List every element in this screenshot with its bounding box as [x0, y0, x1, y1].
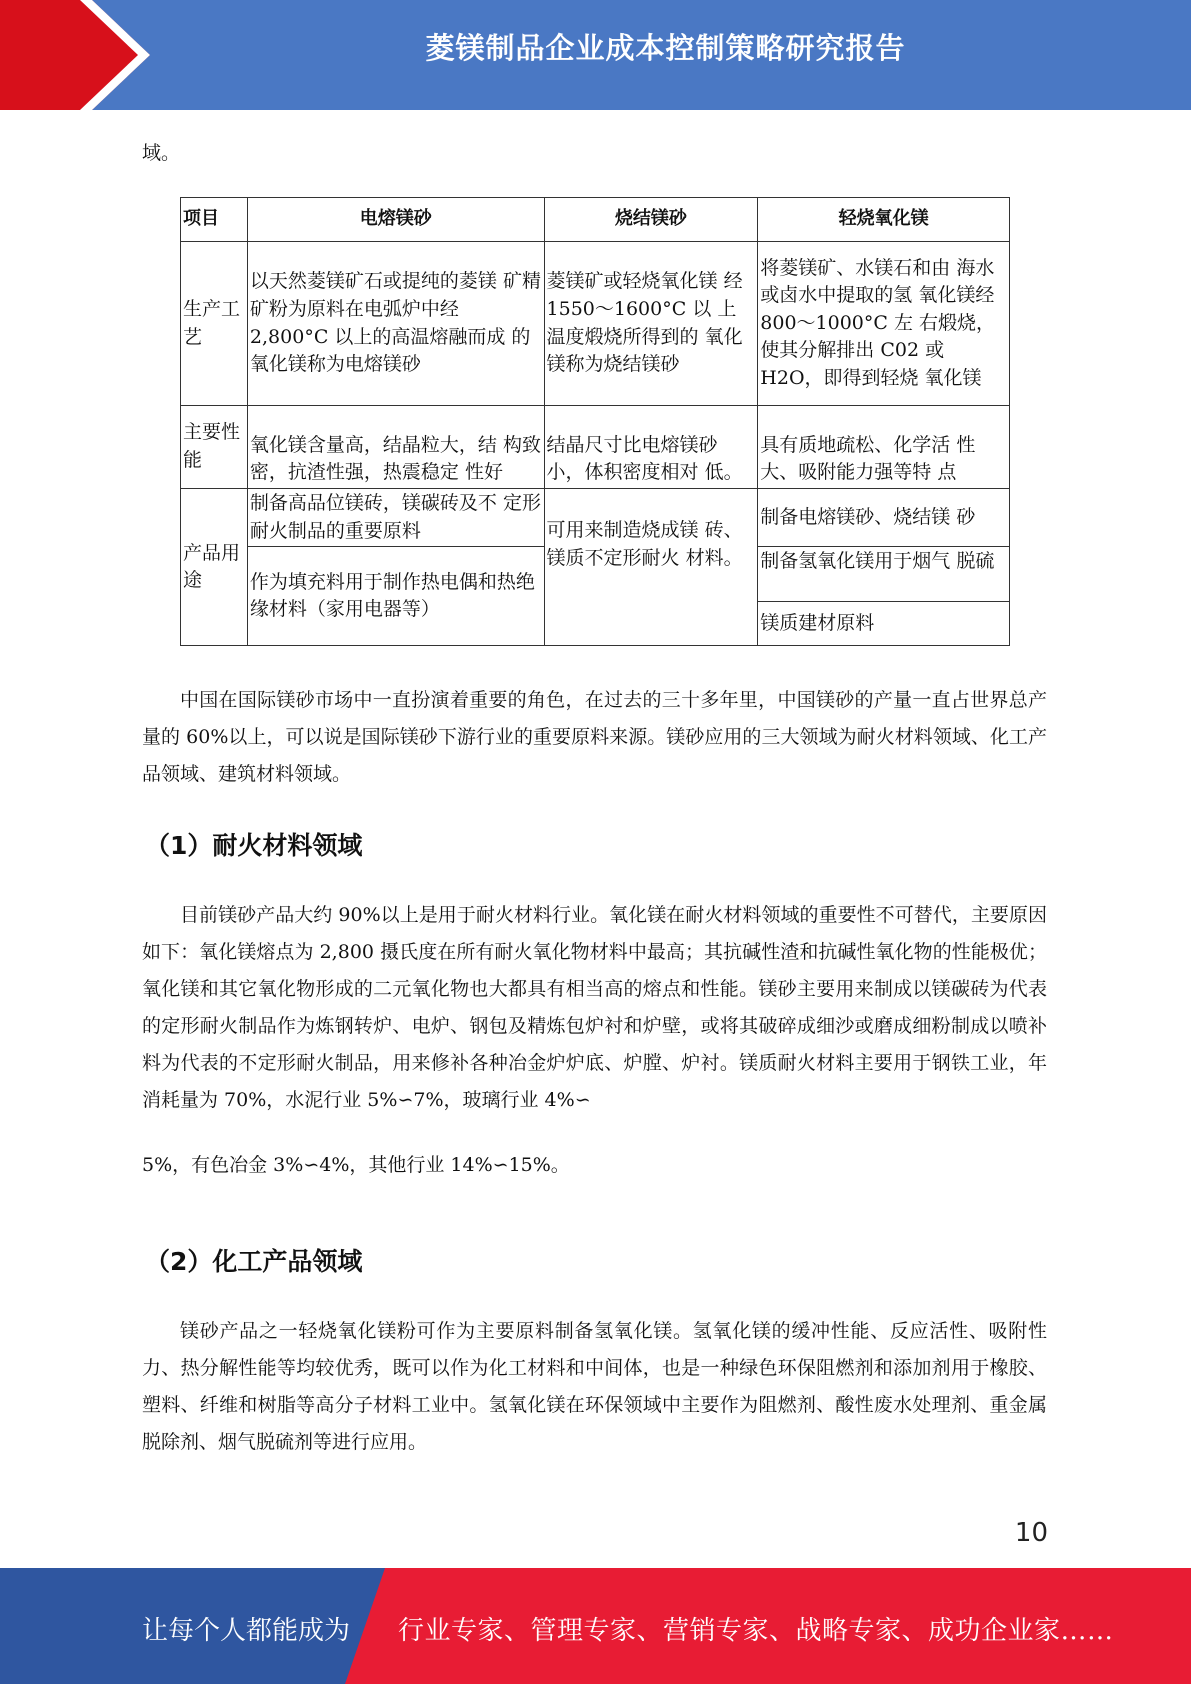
- table-row-usage-1: [181, 489, 1010, 547]
- cell-process-light-burned: 将菱镁矿、水镁石和由 海水或卤水中提取的氢 氧化镁经 800～1000°C 左 右煅烧，使其分解排出 C02 或 H2O，即得到轻烧 氧化镁: [758, 242, 1010, 406]
- cell-performance-sintered: 结晶尺寸比电熔镁砂小，体积密度相对 低。: [544, 406, 758, 489]
- page-number: 10: [1014, 1518, 1048, 1548]
- row-label-performance: 主要性能: [181, 406, 248, 489]
- page-header: [0, 0, 1191, 110]
- table-row-performance: [181, 406, 1010, 489]
- section-heading-refractory: （1）耐火材料领域: [145, 831, 363, 860]
- cell-process-fused: 以天然菱镁矿石或提纯的菱镁 矿精矿粉为原料在电弧炉中经 2,800°C 以上的高温熔融而成 的氧化镁称为电熔镁砂: [247, 242, 544, 406]
- paragraph-market-role: 中国在国际镁砂市场中一直扮演着重要的角色，在过去的三十多年里，中国镁砂的产量一直占世界总产量的 60%以上，可以说是国际镁砂下游行业的重要原料来源。镁砂应用的三大领域为耐火材料领域、化工产品领域、建筑材料领域。: [142, 689, 1047, 785]
- table-row-process: [181, 242, 1010, 406]
- cell-usage-fused-a: 制备高品位镁砖，镁碳砖及不 定形耐火制品的重要原料: [247, 489, 544, 547]
- intro-continuation: 域。: [142, 142, 181, 164]
- paragraph-refractory-body: 目前镁砂产品大约 90%以上是用于耐火材料行业。氧化镁在耐火材料领域的重要性不可替代，主要原因如下：氧化镁熔点为 2,800 摄氏度在所有耐火氧化物材料中最高；其抗碱性渣和抗碱性氧化物的性能极优；氧化镁和其它氧化物形成的二元氧化物也大都具有相当高的熔点和性能。镁砂主要用来制成以镁碳砖为代表的定形耐火制品作为炼钢转炉、电炉、钢包及精炼包炉衬和炉壁，或将其破碎成细沙或磨成细粉制成以喷补料为代表的不定形耐火制品，用来修补各种冶金炉炉底、炉膛、炉衬。镁质耐火材料主要用于钢铁工业，年消耗量为 70%，水泥行业 5%∽7%，玻璃行业 4%∽: [142, 904, 1047, 1111]
- paragraph-refractory-tail: 5%，有色冶金 3%∽4%，其他行业 14%∽15%。: [142, 1154, 570, 1176]
- section-heading-chemical: （2）化工产品领域: [145, 1247, 363, 1276]
- cell-process-sintered: 菱镁矿或轻烧氧化镁 经 1550～1600°C 以 上温度煅烧所得到的 氧化镁称为烧结镁砂: [544, 242, 758, 406]
- cell-performance-light-burned: 具有质地疏松、化学活 性大、吸附能力强等特 点: [758, 406, 1010, 489]
- footer-slogan-right: 行业专家、管理专家、营销专家、战略专家、成功企业家……: [398, 1616, 1114, 1646]
- row-label-usage: 产品用途: [181, 489, 248, 646]
- cell-usage-light-burned-b: 制备氢氧化镁用于烟气 脱硫: [758, 547, 1010, 602]
- footer-slogan-left: 让每个人都能成为: [142, 1616, 351, 1646]
- table-header-sintered: 烧结镁砂: [544, 198, 758, 242]
- table-header-fused: 电熔镁砂: [247, 198, 544, 242]
- row-label-process: 生产工艺: [181, 242, 248, 406]
- table-header-light-burned: 轻烧氧化镁: [758, 198, 1010, 242]
- table-header-item: 项目: [181, 198, 248, 242]
- paragraph-chemical: 镁砂产品之一轻烧氧化镁粉可作为主要原料制备氢氧化镁。氢氧化镁的缓冲性能、反应活性、吸附性力、热分解性能等均较优秀，既可以作为化工材料和中间体，也是一种绿色环保阻燃剂和添加剂用于橡胶、塑料、纤维和树脂等高分子材料工业中。氢氧化镁在环保领域中主要作为阻燃剂、酸性废水处理剂、重金属脱除剂、烟气脱硫剂等进行应用。: [142, 1320, 1047, 1453]
- magnesia-comparison-table: [180, 197, 1010, 646]
- paragraph-refractory: [142, 897, 1047, 1184]
- page-footer: [0, 1568, 1191, 1684]
- cell-usage-light-burned-c: 镁质建材原料: [758, 602, 1010, 646]
- cell-usage-light-burned-a: 制备电熔镁砂、烧结镁 砂: [758, 489, 1010, 547]
- table-header-row: [181, 198, 1010, 242]
- cell-usage-fused-b: 作为填充料用于制作热电偶和热绝缘材料（家用电器等）: [247, 547, 544, 646]
- cell-performance-fused: 氧化镁含量高，结晶粒大，结 构致密，抗渣性强，热震稳定 性好: [247, 406, 544, 489]
- cell-usage-sintered: 可用来制造烧成镁 砖、镁质不定形耐火 材料。: [544, 489, 758, 646]
- header-title: 菱镁制品企业成本控制策略研究报告: [425, 31, 906, 65]
